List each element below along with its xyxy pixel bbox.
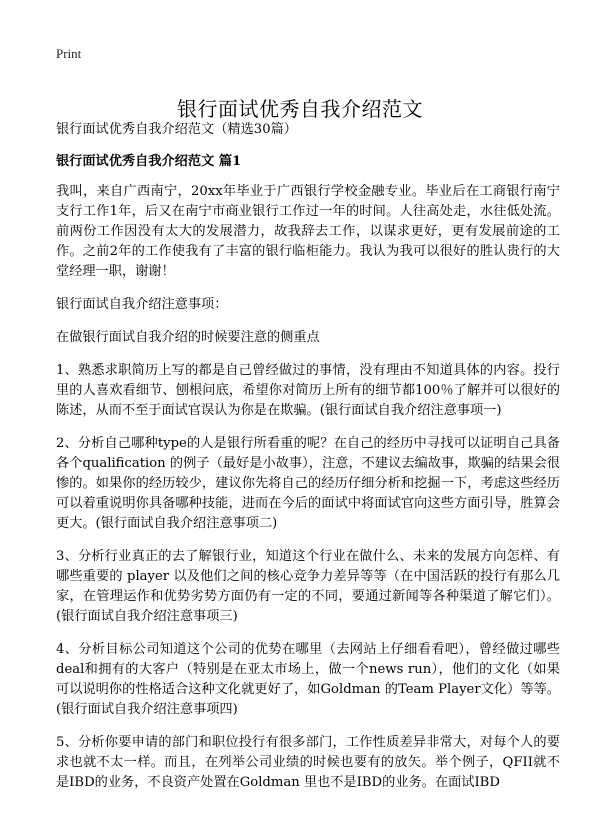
paragraph-point-4: 4、分析目标公司知道这个公司的优势在哪里（去网站上仔细看看吧），曾经做过哪些deal和拥有的大客户（特别是在亚太市场上，做一个news run），他们的文化（如果可以说明你的性格适合这种文化就更好了，如Goldman 的Team Player文化）等等。(银行面试自我介绍注意事项四) [56, 642, 560, 717]
print-label: Print [56, 46, 82, 61]
document-body [56, 120, 560, 806]
section-heading: 银行面试优秀自我介绍范文 篇1 [56, 154, 242, 169]
page-title: 银行面试优秀自我介绍范文 [177, 97, 423, 122]
paragraph-point-3: 3、分析行业真正的去了解银行业，知道这个行业在做什么、未来的发展方向怎样、有哪些重要的 player 以及他们之间的核心竞争力差异等等（在中国活跃的投行有那么几家，在管理运作和优势劣势方面仍有一定的不同，要通过新闻等各种渠道了解它们）。(银行面试自我介绍注意事项三) [56, 549, 560, 624]
paragraph-point-2: 2、分析自己哪种type的人是银行所看重的呢？在自己的经历中寻找可以证明自己具备各个qualification 的例子（最好是小故事），注意，不建议去编故事，欺骗的结果会很惨的。如果你的经历较少，建议你先将自己的经历仔细分析和挖掘一下，考虑这些经历可以着重说明你具备哪种技能，进而在今后的面试中将面试官向这些方面引导，胜算会更大。(银行面试自我介绍注意事项二) [56, 436, 560, 531]
paragraph-focus: 在做银行面试自我介绍的时候要注意的侧重点 [56, 330, 320, 345]
paragraph-point-5: 5、分析你要申请的部门和职位投行有很多部门，工作性质差异非常大，对每个人的要求也就不太一样。而且，在列举公司业绩的时候也要有的放矢。举个例子，QFII就不是IBD的业务，不良资产处置在Goldman 里也不是IBD的业务。在面试IBD [56, 735, 560, 790]
paragraph-notes-heading: 银行面试自我介绍注意事项： [56, 297, 228, 312]
paragraph-intro: 我叫，来自广西南宁，20xx年毕业于广西银行学校金融专业。毕业后在工商银行南宁支行工作1年，后又在南宁市商业银行工作过一年的时间。人往高处走，水往低处流。前两份工作因没有太大的发展潜力，故我辞去工作，以谋求更好，更有发展前途的工作。之前2年的工作使我有了丰富的银行临柜能力。我认为我可以很好的胜认贵行的大堂经理一职，谢谢！ [56, 184, 560, 279]
document-subtitle: 银行面试优秀自我介绍范文（精选30篇） [56, 122, 297, 137]
paragraph-point-1: 1、熟悉求职简历上写的都是自己曾经做过的事情，没有理由不知道具体的内容。投行里的人喜欢看细节、刨根问底，希望你对简历上所有的细节都100％了解并可以很好的陈述，从而不至于面试官误认为你是在欺骗。(银行面试自我介绍注意事项一) [56, 363, 560, 418]
